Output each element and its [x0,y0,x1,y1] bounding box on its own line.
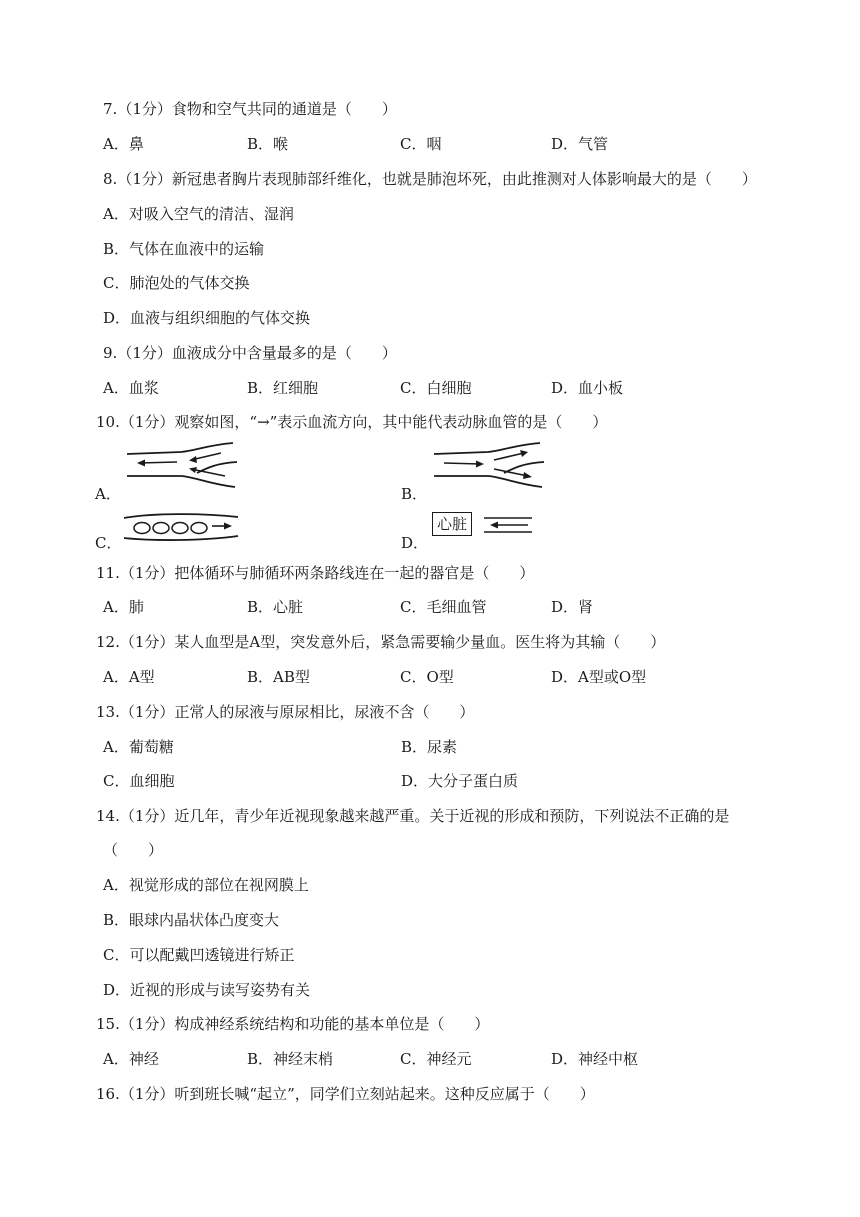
option-a[interactable]: A．神经 [103,1050,159,1068]
question-10 [96,411,607,432]
option-d[interactable]: D． [401,534,429,552]
option-c[interactable]: C．神经元 [400,1050,472,1068]
option-c[interactable]: C．可以配戴凹透镜进行矫正 [103,946,295,964]
question-number: 10. [96,413,120,431]
option-d[interactable]: D．神经中枢 [551,1050,639,1068]
question-score: （1分） [117,344,172,362]
question-score: （1分） [119,413,175,431]
option-d[interactable]: D．近视的形成与读写姿势有关 [103,981,311,999]
option-d[interactable]: D．肾 [551,598,594,616]
option-a[interactable]: A．A型 [103,668,155,686]
question-14 [96,805,729,826]
option-b[interactable]: B．心脏 [247,598,304,616]
question-score: （1分） [117,170,172,188]
option-d[interactable]: D．血小板 [551,379,624,397]
option-c[interactable]: C．咽 [400,135,442,153]
question-stem: 把体循环与肺循环两条路线连在一起的器官是（ ） [174,564,535,582]
option-c[interactable]: C． [95,534,122,552]
question-stem: 血液成分中含量最多的是（ ） [171,344,397,362]
question-12 [96,631,665,652]
option-b[interactable]: B．眼球内晶状体凸度变大 [103,911,280,929]
question-stem-continuation: （ ） [103,841,164,859]
option-d[interactable]: D．血液与组织细胞的气体交换 [103,309,311,327]
vessel-figure-c [122,510,242,544]
option-a[interactable]: A．视觉形成的部位在视网膜上 [103,876,309,894]
option-a[interactable]: A．鼻 [103,135,144,153]
question-number: 13. [96,703,120,721]
option-b[interactable]: B．神经末梢 [247,1050,334,1068]
question-score: （1分） [119,1015,175,1033]
option-b[interactable]: B．红细胞 [247,379,319,397]
question-15 [96,1013,489,1034]
question-number: 12. [96,633,120,651]
option-a[interactable]: A． [95,485,121,503]
question-number: 7. [103,100,118,118]
question-stem: 食物和空气共同的通道是（ ） [171,100,397,118]
question-number: 16. [96,1085,120,1103]
option-c[interactable]: C．白细胞 [400,379,472,397]
option-b[interactable]: B．喉 [247,135,289,153]
question-number: 8. [103,170,118,188]
question-number: 14. [96,807,120,825]
vessel-figure-b [432,440,552,490]
question-score: （1分） [119,807,175,825]
vessel-figure-a [125,440,245,490]
question-stem: 听到班长喊“起立”，同学们立刻站起来。这种反应属于（ ） [174,1085,595,1103]
heart-box: 心脏 [432,512,472,536]
question-9 [103,342,397,363]
question-11 [96,562,534,583]
option-b[interactable]: B．AB型 [247,668,310,686]
option-d[interactable]: D．大分子蛋白质 [401,772,519,790]
question-number: 11. [96,564,120,582]
question-stem: 正常人的尿液与原尿相比，尿液不含（ ） [174,703,475,721]
option-b[interactable]: B．尿素 [401,738,458,756]
question-stem: 构成神经系统结构和功能的基本单位是（ ） [174,1015,490,1033]
question-number: 9. [103,344,118,362]
question-stem: 某人血型是A型，突发意外后，紧急需要输少量血。医生将为其输（ ） [174,633,666,651]
question-stem: 近几年，青少年近视现象越来越严重。关于近视的形成和预防，下列说法不正确的是 [174,807,730,825]
question-8 [103,168,757,189]
option-a[interactable]: A．对吸入空气的清洁、湿润 [103,205,294,223]
question-13 [96,701,474,722]
question-7 [103,98,397,119]
option-c[interactable]: C．毛细血管 [400,598,487,616]
option-d[interactable]: D．A型或O型 [551,668,647,686]
option-a[interactable]: A．葡萄糖 [103,738,174,756]
question-score: （1分） [119,703,175,721]
option-a[interactable]: A．肺 [103,598,144,616]
option-c[interactable]: C．肺泡处的气体交换 [103,274,250,292]
option-d[interactable]: D．气管 [551,135,609,153]
question-stem: 新冠患者胸片表现肺部纤维化，也就是肺泡坏死，由此推测对人体影响最大的是（ ） [171,170,757,188]
option-c[interactable]: C．血细胞 [103,772,175,790]
question-number: 15. [96,1015,120,1033]
question-16 [96,1083,595,1104]
question-stem: 观察如图，“→”表示血流方向，其中能代表动脉血管的是（ ） [174,413,608,431]
option-a[interactable]: A．血浆 [103,379,159,397]
question-score: （1分） [117,100,172,118]
question-score: （1分） [119,1085,175,1103]
question-score: （1分） [119,564,175,582]
option-b[interactable]: B． [401,485,428,503]
question-score: （1分） [119,633,175,651]
option-c[interactable]: C．O型 [400,668,454,686]
vessel-figure-d [484,512,536,538]
option-b[interactable]: B．气体在血液中的运输 [103,240,265,258]
